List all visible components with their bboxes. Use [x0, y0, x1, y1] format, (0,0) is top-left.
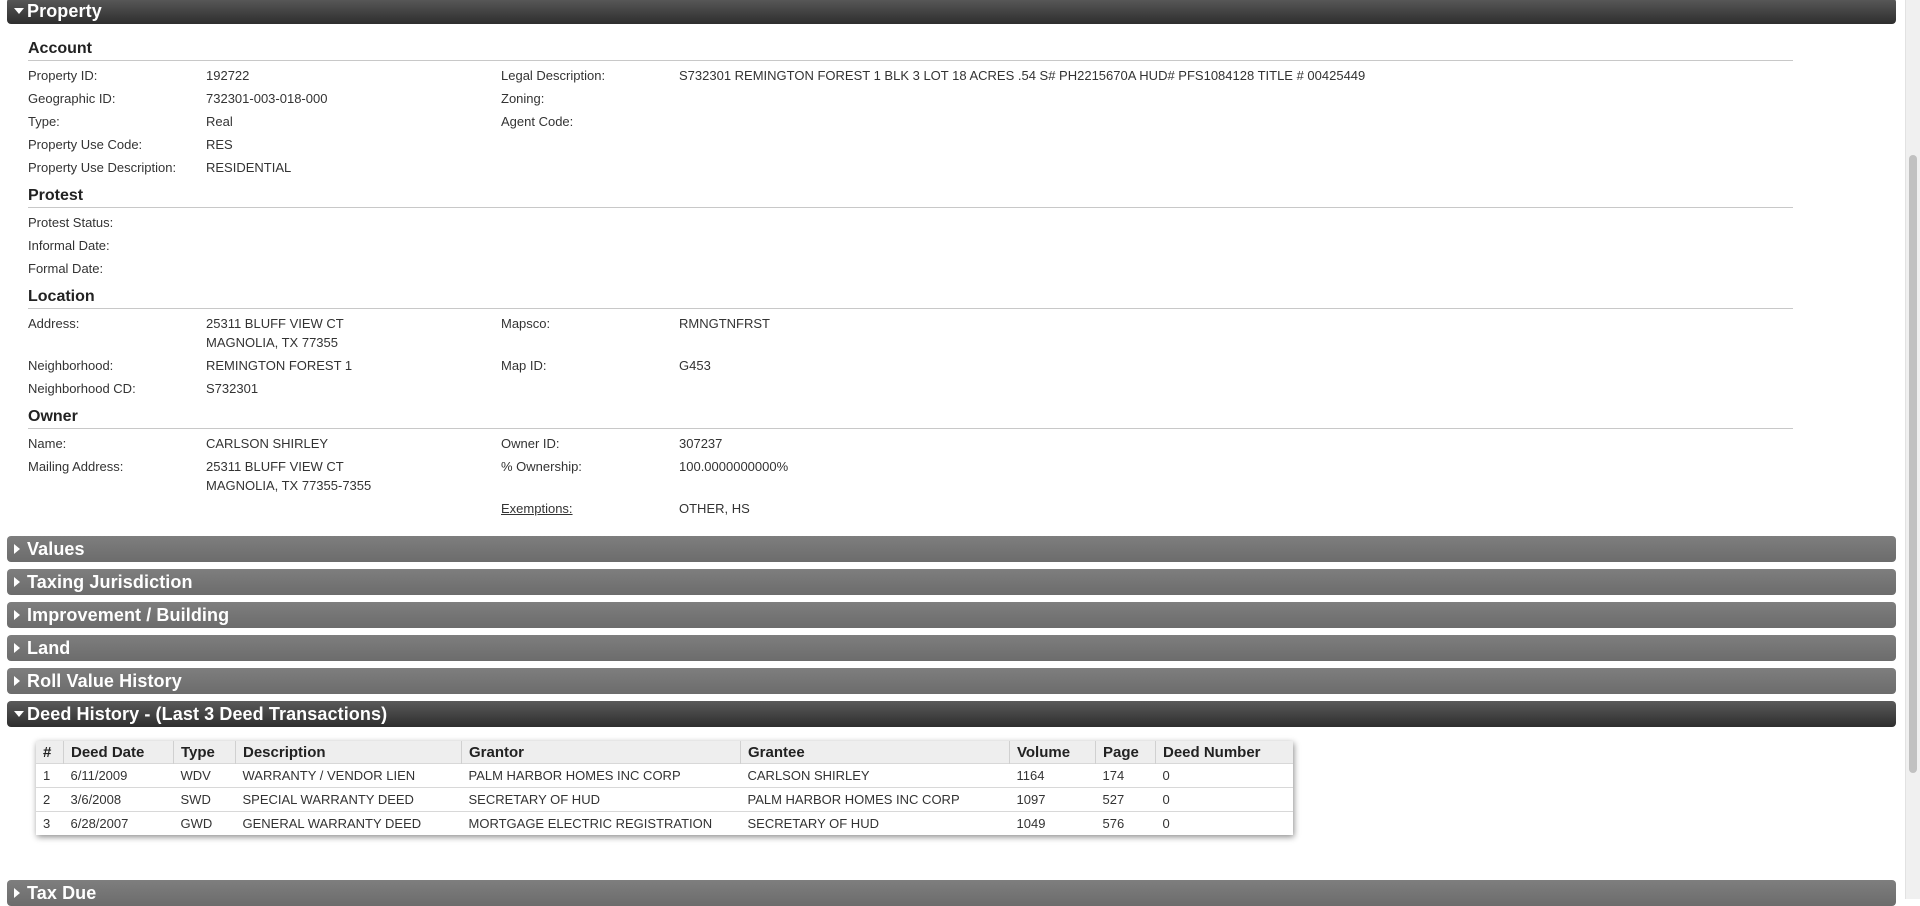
table-cell: PALM HARBOR HOMES INC CORP [462, 764, 741, 788]
owner-id-value: 307237 [679, 436, 723, 451]
panel-header-tax-due[interactable] [7, 880, 1896, 906]
mailing-address-label: Mailing Address: [28, 459, 124, 474]
table-cell: SPECIAL WARRANTY DEED [236, 788, 462, 812]
deed-history-table-container [36, 741, 1293, 835]
property-use-description-value: RESIDENTIAL [206, 160, 292, 175]
expand-arrow-icon [14, 577, 20, 587]
page-scrollbar[interactable] [1905, 0, 1920, 899]
neighborhood-cd-label: Neighborhood CD: [28, 381, 136, 396]
column-header: Volume [1010, 741, 1096, 764]
column-header: # [36, 741, 64, 764]
table-cell: WARRANTY / VENDOR LIEN [236, 764, 462, 788]
owner-id-label: Owner ID: [501, 436, 560, 451]
column-header: Page [1096, 741, 1156, 764]
table-row [36, 788, 1293, 812]
table-cell: CARLSON SHIRLEY [741, 764, 1010, 788]
panel-header-values[interactable] [7, 536, 1896, 562]
table-cell: 2 [36, 788, 64, 812]
deed-history-table [36, 741, 1293, 835]
type-value: Real [206, 114, 233, 129]
expand-arrow-icon [14, 643, 20, 653]
column-header: Description [236, 741, 462, 764]
informal-date-label: Informal Date: [28, 238, 110, 253]
column-header: Type [174, 741, 236, 764]
geographic-id-value: 732301-003-018-000 [206, 91, 328, 106]
legal-description-value: S732301 REMINGTON FOREST 1 BLK 3 LOT 18 ACRES .54 S# PH2215670A HUD# PFS1084128 TITLE # 00425449 [679, 68, 1366, 83]
panel-header-property[interactable] [7, 0, 1896, 24]
table-cell: 527 [1096, 788, 1156, 812]
table-cell: WDV [174, 764, 236, 788]
geographic-id-label: Geographic ID: [28, 91, 116, 106]
map-id-value: G453 [679, 358, 711, 373]
neighborhood-cd-value: S732301 [206, 381, 259, 396]
address-line1: 25311 BLUFF VIEW CT [206, 316, 344, 331]
panel-header-land[interactable] [7, 635, 1896, 661]
panel-header-improvement-building[interactable] [7, 602, 1896, 628]
zoning-label: Zoning: [501, 91, 545, 106]
ownership-percent-label: % Ownership: [501, 459, 582, 474]
panel-title-tax-due: Tax Due [27, 882, 97, 903]
table-cell: 1 [36, 764, 64, 788]
expand-arrow-icon [14, 610, 20, 620]
address-line2: MAGNOLIA, TX 77355 [206, 335, 338, 350]
table-cell: PALM HARBOR HOMES INC CORP [741, 788, 1010, 812]
panel-title-values: Values [27, 538, 85, 559]
column-header: Deed Date [64, 741, 174, 764]
expand-arrow-icon [14, 676, 20, 686]
table-row [36, 764, 1293, 788]
table-cell: 576 [1096, 812, 1156, 836]
owner-name-label: Name: [28, 436, 67, 451]
expand-arrow-icon [14, 544, 20, 554]
column-header: Deed Number [1156, 741, 1294, 764]
table-cell: GWD [174, 812, 236, 836]
ownership-percent-value: 100.0000000000% [679, 459, 789, 474]
table-cell: MORTGAGE ELECTRIC REGISTRATION [462, 812, 741, 836]
collapse-arrow-icon [14, 711, 24, 717]
mailing-address-line2: MAGNOLIA, TX 77355-7355 [206, 478, 372, 493]
table-cell: 0 [1156, 764, 1294, 788]
legal-description-label: Legal Description: [501, 68, 606, 83]
neighborhood-value: REMINGTON FOREST 1 [206, 358, 353, 373]
panel-title-deed-history: Deed History - (Last 3 Deed Transactions) [27, 703, 388, 724]
table-cell: 1164 [1010, 764, 1096, 788]
panel-title-roll-value-history: Roll Value History [27, 670, 182, 691]
mapsco-value: RMNGTNFRST [679, 316, 770, 331]
expand-arrow-icon [14, 888, 20, 898]
owner-name-value: CARLSON SHIRLEY [206, 436, 329, 451]
table-cell: SECRETARY OF HUD [741, 812, 1010, 836]
panel-header-deed-history[interactable] [7, 701, 1896, 727]
formal-date-label: Formal Date: [28, 261, 104, 276]
table-header-row [36, 741, 1293, 764]
mailing-address-line1: 25311 BLUFF VIEW CT [206, 459, 344, 474]
table-cell: 1049 [1010, 812, 1096, 836]
protest-status-label: Protest Status: [28, 215, 114, 230]
table-cell: 6/28/2007 [64, 812, 174, 836]
property-use-description-label: Property Use Description: [28, 160, 177, 175]
table-cell: 0 [1156, 812, 1294, 836]
table-cell: 0 [1156, 788, 1294, 812]
table-cell: GENERAL WARRANTY DEED [236, 812, 462, 836]
exemptions-link[interactable]: Exemptions: [501, 501, 573, 516]
property-use-code-label: Property Use Code: [28, 137, 143, 152]
table-cell: SWD [174, 788, 236, 812]
table-cell: 6/11/2009 [64, 764, 174, 788]
table-cell: SECRETARY OF HUD [462, 788, 741, 812]
scrollbar-thumb[interactable] [1909, 155, 1917, 773]
column-header: Grantor [462, 741, 741, 764]
section-heading-location: Location [28, 288, 1793, 309]
neighborhood-label: Neighborhood: [28, 358, 114, 373]
property-id-label: Property ID: [28, 68, 98, 83]
address-label: Address: [28, 316, 80, 331]
table-cell: 1097 [1010, 788, 1096, 812]
map-id-label: Map ID: [501, 358, 547, 373]
section-heading-account: Account [28, 40, 1793, 61]
collapse-arrow-icon [14, 8, 24, 14]
column-header: Grantee [741, 741, 1010, 764]
panel-title-taxing-jurisdiction: Taxing Jurisdiction [27, 571, 193, 592]
panel-header-roll-value-history[interactable] [7, 668, 1896, 694]
type-label: Type: [28, 114, 60, 129]
table-cell: 3 [36, 812, 64, 836]
agent-code-label: Agent Code: [501, 114, 574, 129]
panel-title-land: Land [27, 637, 71, 658]
property-use-code-value: RES [206, 137, 233, 152]
mapsco-label: Mapsco: [501, 316, 551, 331]
table-cell: 174 [1096, 764, 1156, 788]
panel-title-improvement-building: Improvement / Building [27, 604, 230, 625]
section-heading-owner: Owner [28, 408, 1793, 429]
section-heading-protest: Protest [28, 187, 1793, 208]
panel-header-taxing-jurisdiction[interactable] [7, 569, 1896, 595]
property-id-value: 192722 [206, 68, 250, 83]
panel-title-property: Property [27, 0, 102, 21]
table-cell: 3/6/2008 [64, 788, 174, 812]
table-row [36, 812, 1293, 836]
exemptions-value: OTHER, HS [679, 501, 750, 516]
